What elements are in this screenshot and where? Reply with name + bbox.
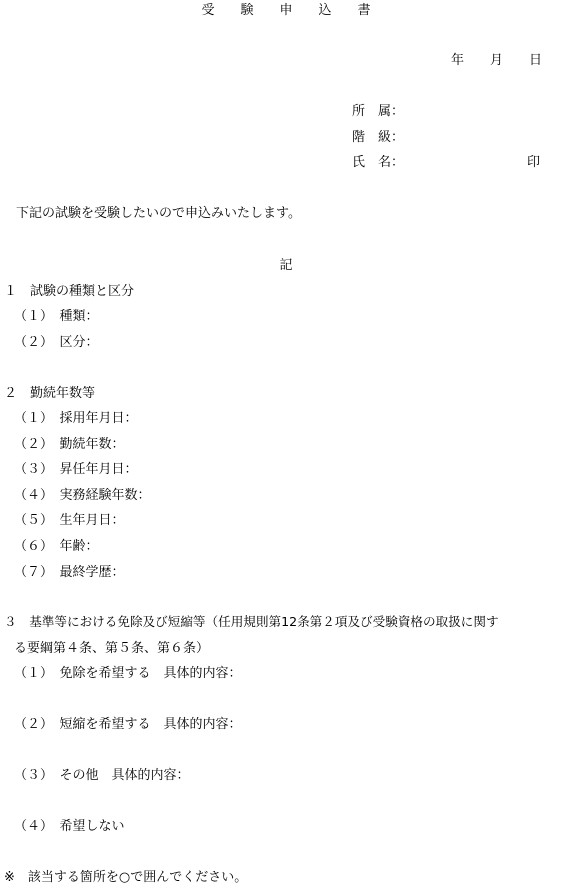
list-item: （１） 採用年月日： [14, 411, 138, 426]
list-item: （３） その他 具体的内容： [14, 768, 190, 783]
list-item: （２） 区分： [14, 335, 99, 350]
rank-label: 階 級： [352, 130, 405, 145]
name-label: 氏 名： [352, 155, 405, 170]
section2-heading: ２ 勤続年数等 [4, 386, 96, 401]
list-item: （３） 昇任年月日： [14, 462, 138, 477]
list-item: （２） 短縮を希望する 具体的内容： [14, 717, 242, 732]
section3-heading-line2: る要綱第４条、第５条、第６条） [14, 641, 210, 656]
list-item: （５） 生年月日： [14, 513, 125, 528]
list-item: （６） 年齢： [14, 539, 99, 554]
seal-mark: 印 [527, 155, 541, 170]
ki-heading: 記 [279, 258, 293, 273]
page-title: 受 験 申 込 書 [201, 3, 371, 18]
affiliation-label: 所 属： [352, 104, 405, 119]
date-line: 年 月 日 [450, 53, 542, 68]
list-item: （４） 実務経験年数： [14, 488, 151, 503]
list-item: （４） 希望しない [14, 819, 125, 834]
list-item: （１） 種類： [14, 309, 99, 324]
list-item: （１） 免除を希望する 具体的内容： [14, 666, 242, 681]
section3-heading-line1: ３ 基準等における免除及び短縮等（任用規則第12条第２項及び受験資格の取扱に関す [4, 614, 499, 629]
list-item: （７） 最終学歴： [14, 565, 125, 580]
list-item: （２） 勤続年数： [14, 437, 125, 452]
footnote: ※ 該当する箇所を○で囲んでください。 [4, 870, 248, 885]
section1-heading: １ 試験の種類と区分 [4, 284, 135, 299]
intro-text: 下記の試験を受験したいので申込みいたします。 [16, 206, 301, 221]
